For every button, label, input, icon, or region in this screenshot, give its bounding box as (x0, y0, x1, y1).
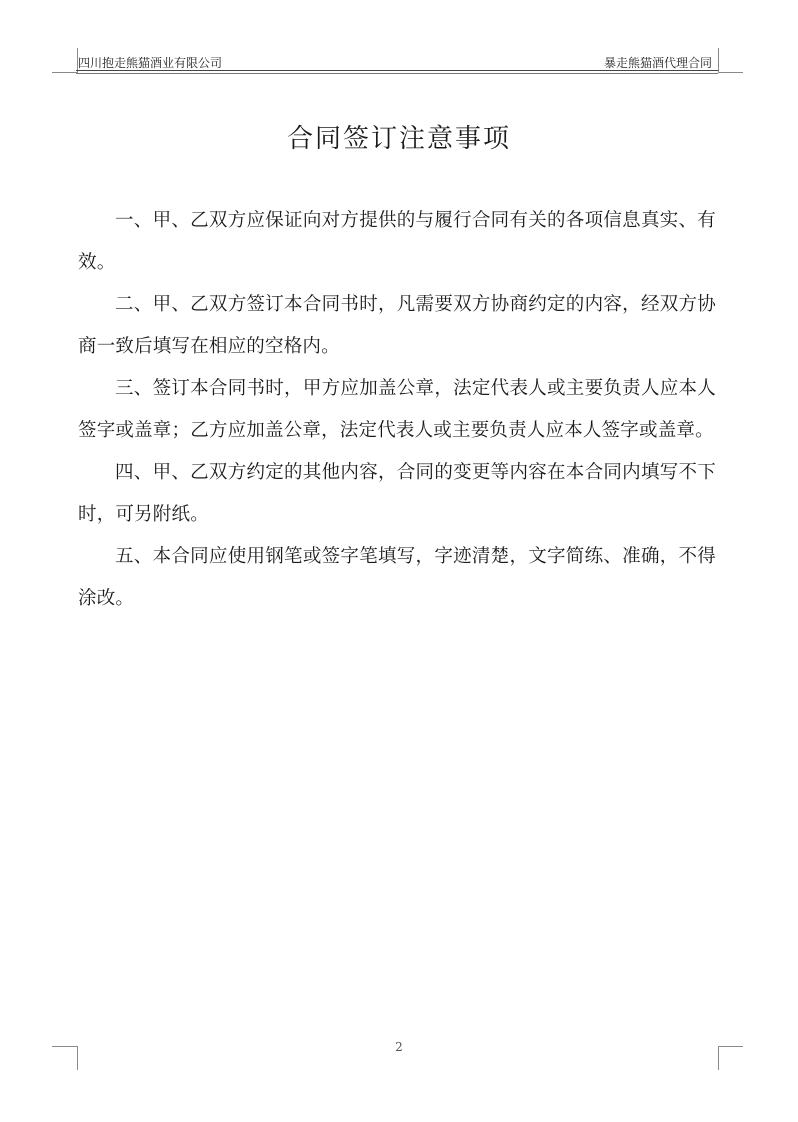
crop-mark-top-left-h (52, 72, 77, 73)
header-rule-thin (76, 73, 718, 74)
paragraph-2: 二、甲、乙双方签订本合同书时，凡需要双方协商约定的内容，经双方协商一致后填写在相应的空格内。 (78, 294, 716, 357)
crop-mark-top-right-v (718, 48, 719, 73)
header-document-name: 暴走熊猫酒代理合同 (603, 56, 712, 70)
paragraph-1: 一、甲、乙双方应保证向对方提供的与履行合同有关的各项信息真实、有效。 (78, 210, 716, 273)
page-number: 2 (395, 1040, 403, 1054)
crop-mark-top-right-h (718, 72, 743, 73)
header-rule-thick (76, 70, 718, 71)
paragraph-5: 五、本合同应使用钢笔或签字笔填写，字迹清楚，文字简练、准确，不得涂改。 (78, 546, 716, 609)
header-company-name: 四川抱走熊猫酒业有限公司 (78, 56, 223, 70)
paragraph-3: 三、签订本合同书时，甲方应加盖公章，法定代表人或主要负责人应本人签字或盖章；乙方应加盖公章，法定代表人或主要负责人应本人签字或盖章。 (78, 378, 716, 441)
page-title: 合同签订注意事项 (286, 124, 511, 154)
document-body (78, 200, 716, 620)
paragraph-4: 四、甲、乙双方约定的其他内容，合同的变更等内容在本合同内填写不下时，可另附纸。 (78, 462, 716, 525)
